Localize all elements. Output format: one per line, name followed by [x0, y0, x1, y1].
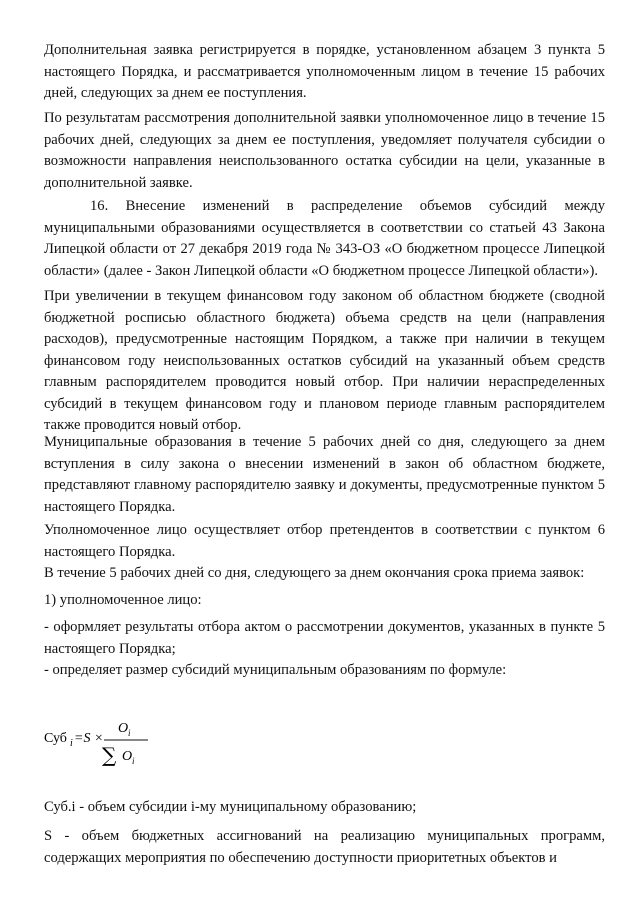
formula-denominator-sub: i: [132, 756, 135, 766]
paragraph-within-5-days: В течение 5 рабочих дней со дня, следующего за днем окончания срока приема заявок:: [44, 565, 585, 581]
paragraph-review-results: По результатам рассмотрения дополнительной заявки уполномоченное лицо в течение 15 рабочих дней, следующих за днем ее поступления, уведомляет получателя субсидии о возможности направления неиспользованного остатка субсидии на цели, указанные в дополнительной заявке.: [44, 110, 605, 191]
paragraph-additional-application: Дополнительная заявка регистрируется в порядке, установленном абзацем 3 пункта 5 настоящего Порядка, и рассматривается уполномоченным лицом в течение 15 рабочих дней, следующих за днем ее поступления.: [44, 42, 605, 101]
paragraph-determines-size: - определяет размер субсидий муниципальным образованиям по формуле:: [44, 662, 507, 678]
paragraph-s-definition: S - объем бюджетных ассигнований на реализацию муниципальных программ, содержащих мероприятия по обеспечению доступности приоритетных объектов и: [44, 828, 605, 866]
formula-lhs-sub: i: [70, 738, 73, 749]
paragraph-selection: Уполномоченное лицо осуществляет отбор претендентов в соответствии с пунктом 6 настоящего Порядка.: [44, 522, 605, 560]
paragraph-municipalities-submit: Муниципальные образования в течение 5 рабочих дней со дня, следующего за днем вступления в силу закона о внесении изменений в закон об областном бюджете, представляют главному распорядителю заявку и документы, предусмотренные пунктом 5 настоящего Порядка.: [44, 434, 605, 515]
formula-denominator: O: [122, 749, 133, 764]
paragraph-authorized-person: 1) уполномоченное лицо:: [44, 592, 202, 608]
subsidy-formula: [44, 712, 244, 772]
paragraph-formalizes-results: - оформляет результаты отбора актом о рассмотрении документов, указанных в пункте 5 настоящего Порядка;: [44, 619, 605, 657]
formula-eq: =S ×: [74, 731, 104, 746]
formula-graphic: [44, 712, 244, 772]
paragraph-sub-i-definition: Суб.i - объем субсидии i-му муниципальному образованию;: [44, 799, 417, 815]
formula-lhs: Суб: [44, 731, 67, 746]
paragraph-increase-budget: При увеличении в текущем финансовом году законом об областном бюджете (сводной бюджетной росписью областного бюджета) объема средств на цели (направления расходов), предусмотренные настоящим Порядком, а также при наличии в текущем финансовом году неиспользованных остатков субсидий на указанный объем средств главным распорядителем проводится новый отбор. При наличии нераспределенных субсидий в текущем финансовом году и плановом периоде главным распорядителем также проводится новый отбор.: [44, 288, 605, 433]
formula-numerator-sub: i: [128, 728, 131, 738]
sum-symbol: ∑: [102, 743, 117, 767]
formula-numerator: O: [118, 721, 129, 736]
paragraph-item-16: 16. Внесение изменений в распределение объемов субсидий между муниципальными образованиями осуществляется в соответствии со статьей 43 Закона Липецкой области от 27 декабря 2019 года № 343-ОЗ «О бюджетном процессе Липецкой области» (далее - Закон Липецкой области «О бюджетном процессе Липецкой области»).: [44, 198, 605, 279]
